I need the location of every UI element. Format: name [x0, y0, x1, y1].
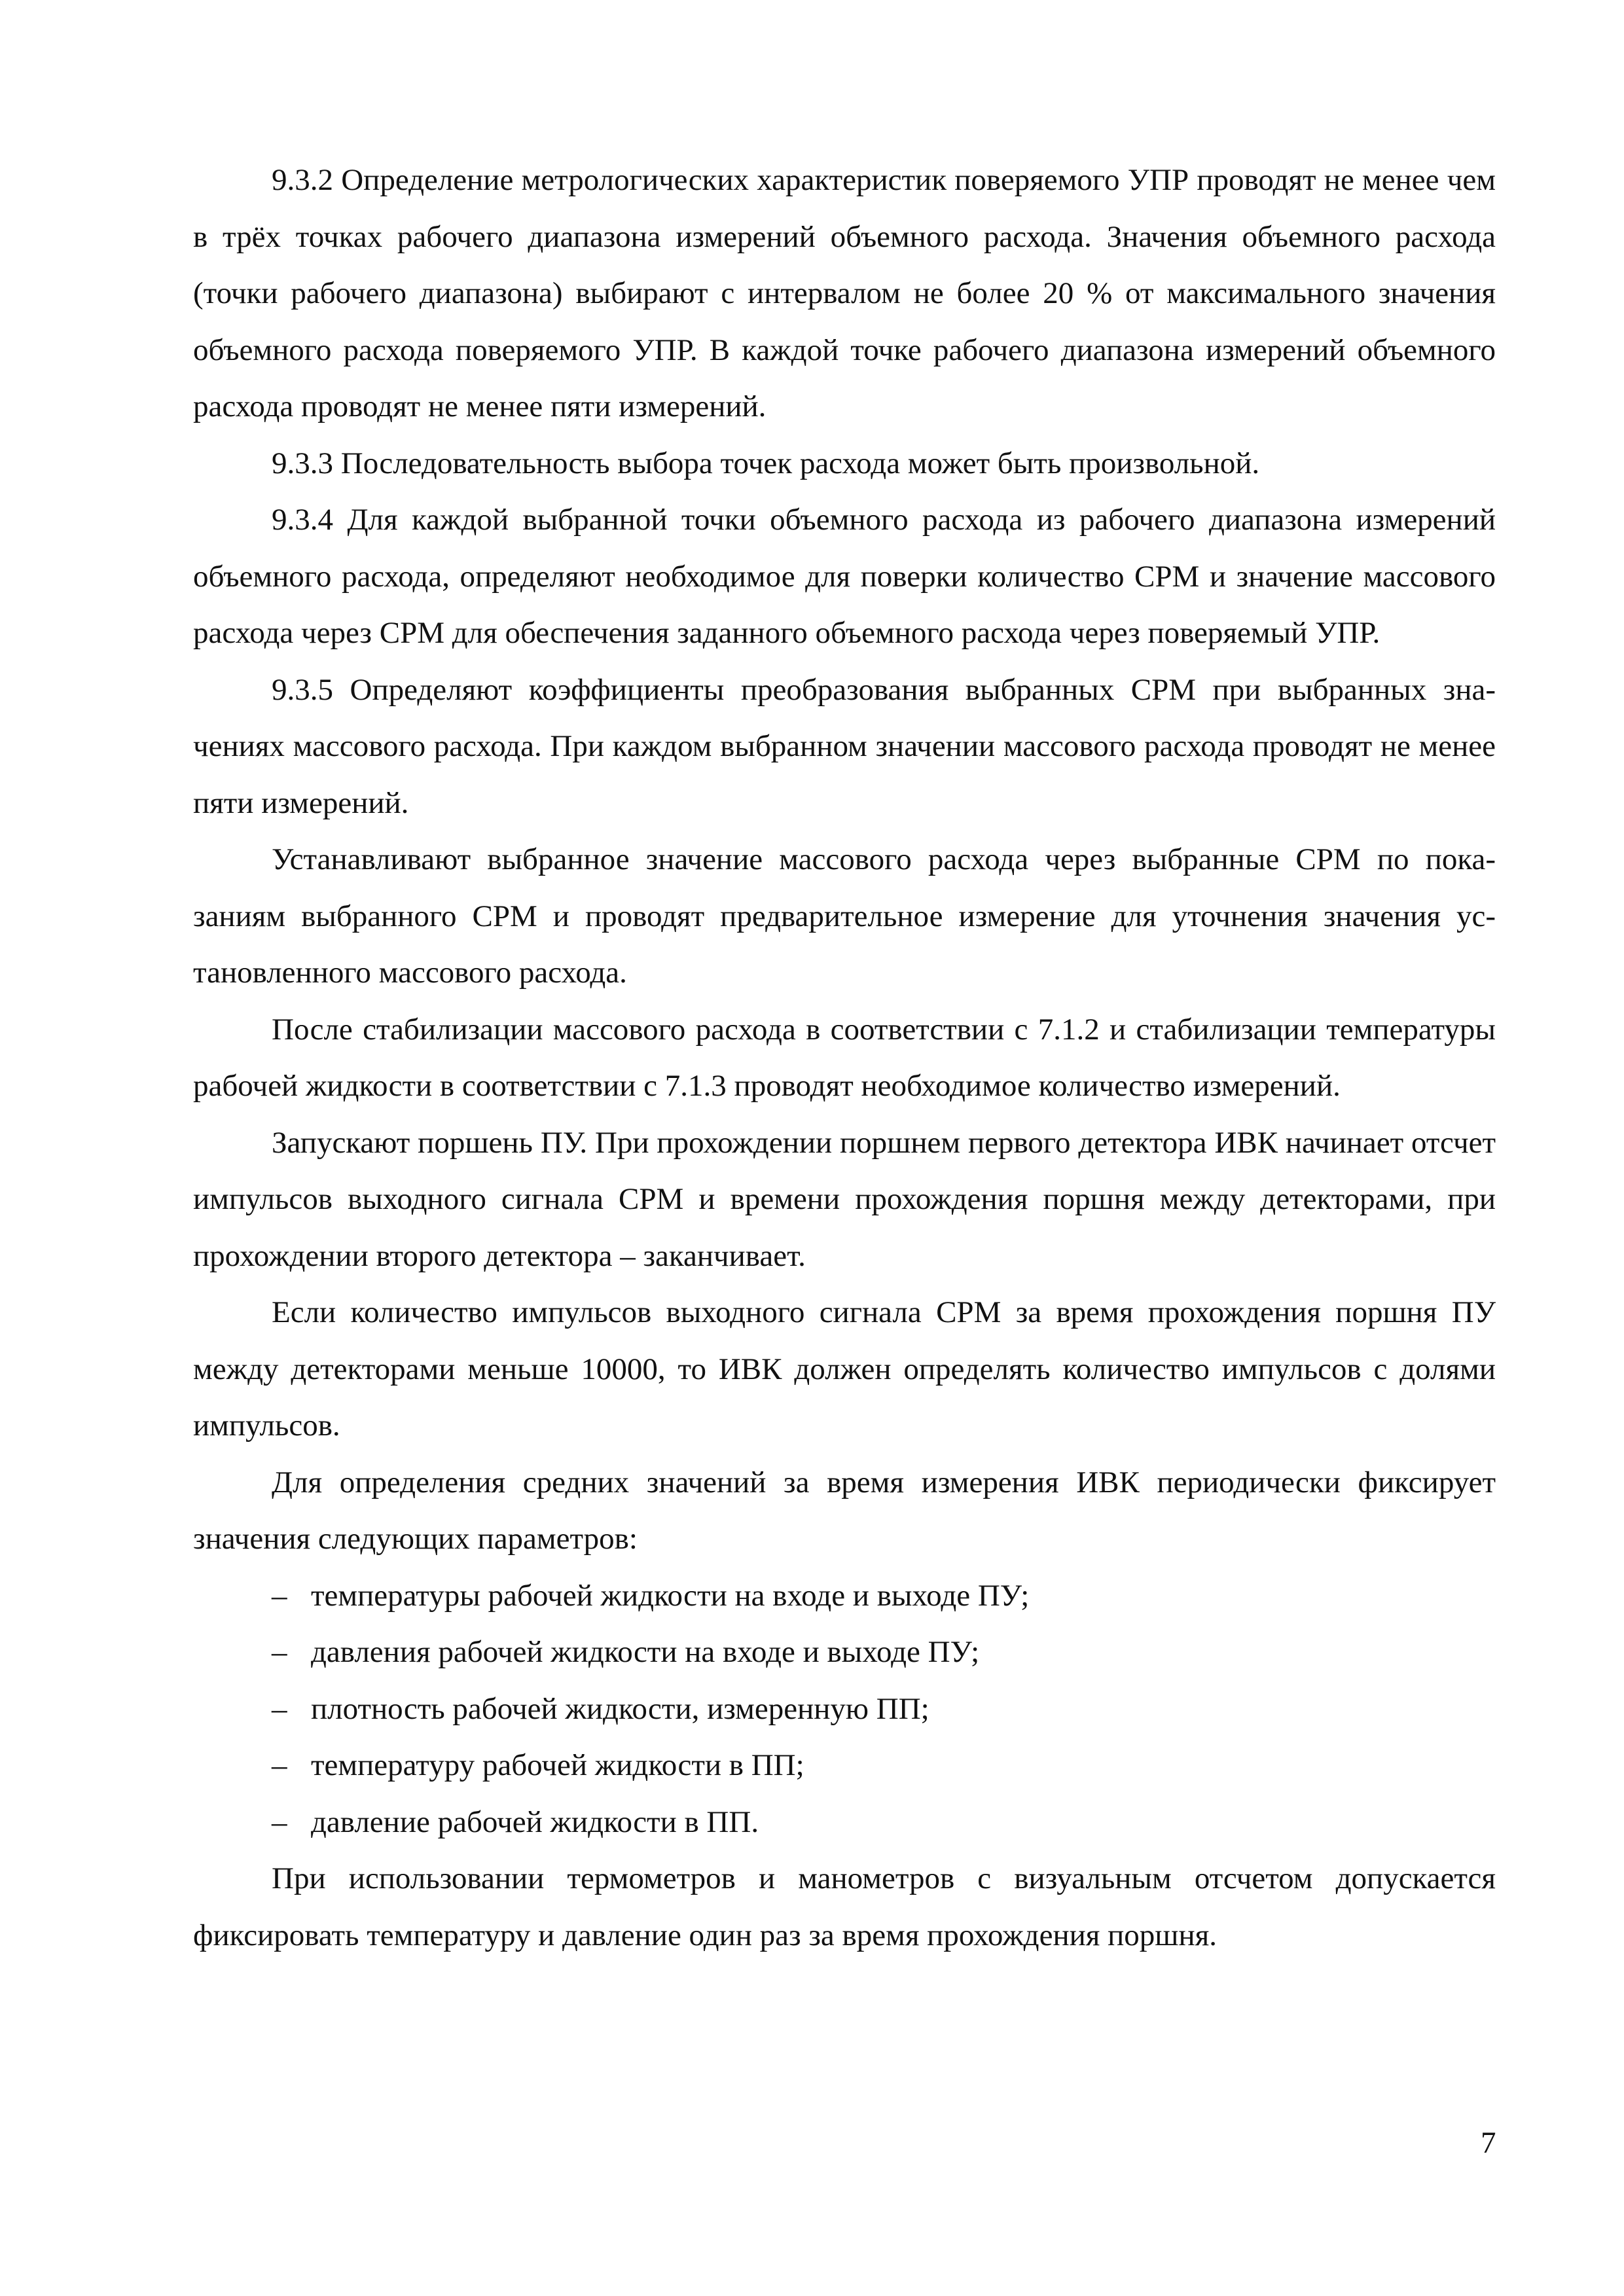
- list-item-text: температуры рабочей жидкости на входе и выходе ПУ;: [311, 1578, 1030, 1613]
- list-dash: –: [272, 1748, 287, 1782]
- list-item: [193, 1681, 1496, 1738]
- list-item-text: давления рабочей жидкости на входе и выходе ПУ;: [311, 1635, 980, 1669]
- paragraph-visual-readout: При использовании термометров и манометров с визуальным отсчетом допускается фиксировать температуру и давление один раз за время прохождения поршня.: [193, 1861, 1496, 1952]
- paragraph-9-3-3: 9.3.3 Последовательность выбора точек расхода может быть произвольной.: [272, 446, 1260, 480]
- parameter-list: [193, 1568, 1496, 1851]
- list-item: [193, 1568, 1496, 1624]
- list-item: [193, 1624, 1496, 1681]
- paragraph-set-flow: Устанавливают выбранное значение массового расхода через выбранные СРМ по показаниям выбранного СРМ и проводят предварительное измерение для уточнения значения установленного массового расхода.: [193, 842, 1496, 990]
- paragraph-9-3-4: 9.3.4 Для каждой выбранной точки объемного расхода из рабочего диапазона измерений объемного расхода, определяют необходимое для поверки количество СРМ и значение массового расхода через СРМ для обеспечения заданного объемного расхода через поверяемый УПР.: [193, 503, 1496, 650]
- paragraph-pulse-count: Если количество импульсов выходного сигнала СРМ за время прохождения поршня ПУ между детекторами меньше 10000, то ИВК должен определять количество импульсов с долями импульсов.: [193, 1295, 1496, 1443]
- list-item-text: давление рабочей жидкости в ПП.: [311, 1804, 759, 1839]
- paragraph-parameters-intro: Для определения средних значений за время измерения ИВК периодически фиксирует значения следующих параметров:: [193, 1465, 1496, 1556]
- paragraph-9-3-2: 9.3.2 Определение метрологических характеристик поверяемого УПР проводят не менее чем в трёх точках рабочего диапазона измерений объемного расхода. Значения объемного расхода (точки рабочего диапазона) выбирают с интервалом не более 20 % от максимального значения объемного расхода поверяемого УПР. В каждой точке рабочего диапазона измерений объемного расхода проводят не менее пяти измерений.: [193, 163, 1496, 423]
- list-item: [193, 1794, 1496, 1851]
- list-dash: –: [272, 1635, 287, 1669]
- paragraph-stabilization: После стабилизации массового расхода в соответствии с 7.1.2 и стабилизации температуры рабочей жидкости в соответствии с 7.1.3 проводят необходимое количество измерений.: [193, 1012, 1496, 1103]
- list-dash: –: [272, 1691, 287, 1726]
- list-item: [193, 1737, 1496, 1794]
- page-number: 7: [1481, 2126, 1496, 2160]
- page-body: [193, 152, 1496, 1964]
- list-dash: –: [272, 1578, 287, 1613]
- paragraph-piston-start: Запускают поршень ПУ. При прохождении поршнем первого детектора ИВК начинает отсчет импульсов выходного сигнала СРМ и времени прохождения поршня между детекторами, при прохождении второго детектора – заканчивает.: [193, 1125, 1496, 1273]
- list-item-text: температуру рабочей жидкости в ПП;: [311, 1748, 804, 1782]
- paragraph-9-3-5: 9.3.5 Определяют коэффициенты преобразования выбранных СРМ при выбранных значениях массового расхода. При каждом выбранном значении массового расхода проводят не менее пяти измерений.: [193, 672, 1496, 820]
- list-item-text: плотность рабочей жидкости, измеренную ПП;: [311, 1691, 929, 1726]
- list-dash: –: [272, 1804, 287, 1839]
